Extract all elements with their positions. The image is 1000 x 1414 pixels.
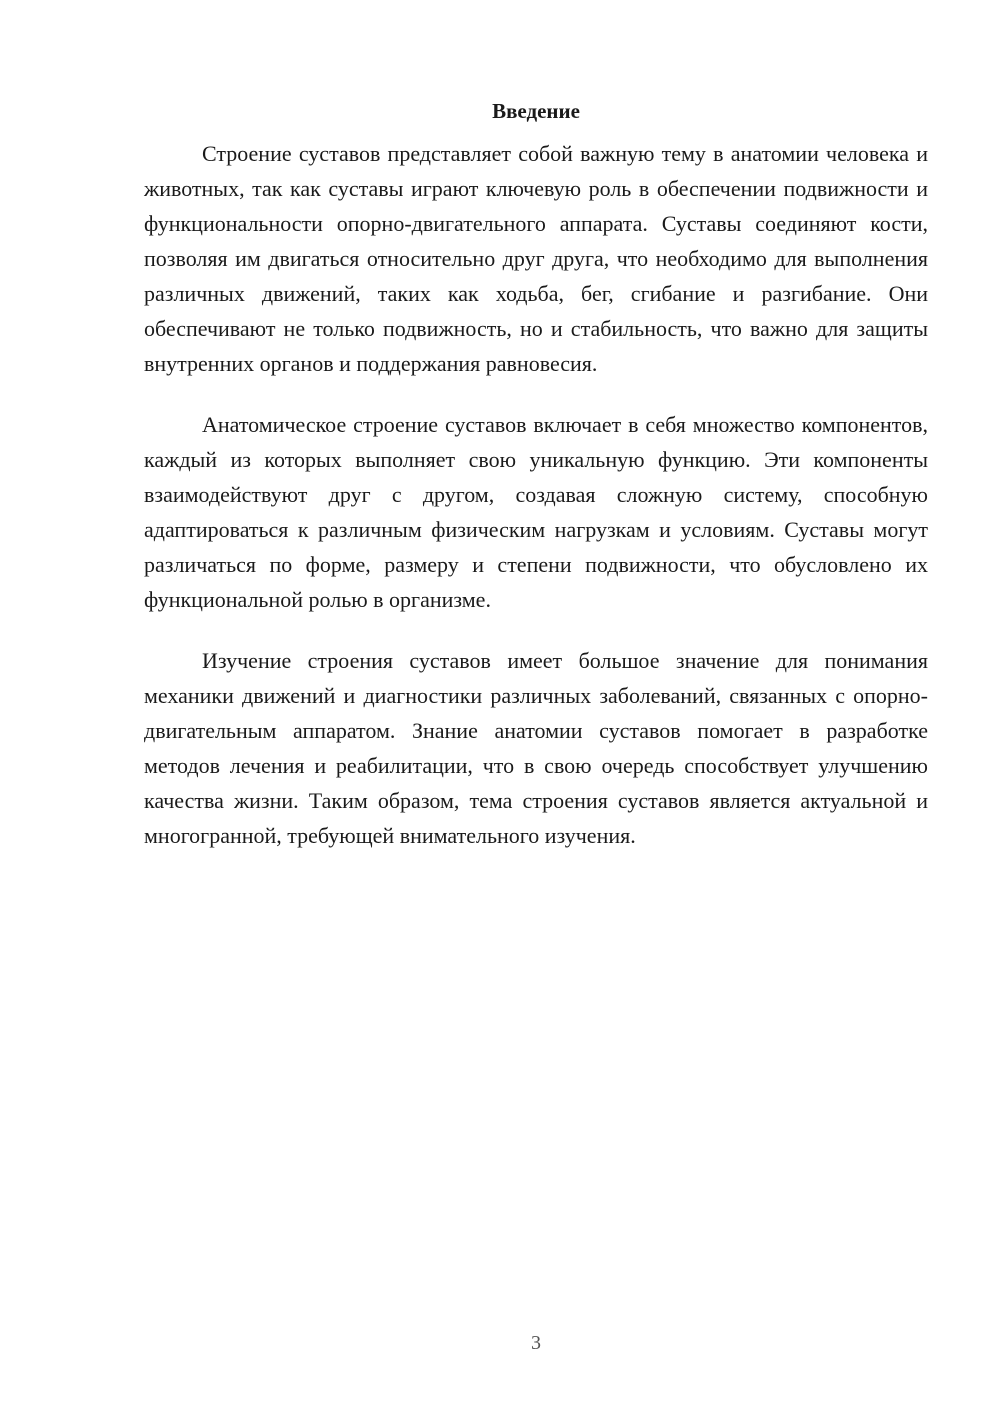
page-content	[144, 95, 928, 879]
paragraph-1: Строение суставов представляет собой важную тему в анатомии человека и животных, так как суставы играют ключевую роль в обеспечении подвижности и функциональности опорно-двигательного аппарата. Суставы соединяют кости, позволяя им двигаться относительно друг друга, что необходимо для выполнения различных движений, таких как ходьба, бег, сгибание и разгибание. Они обеспечивают не только подвижность, но и стабильность, что важно для защиты внутренних органов и поддержания равновесия.	[144, 141, 928, 376]
paragraph-3: Изучение строения суставов имеет большое значение для понимания механики движений и диагностики различных заболеваний, связанных с опорно-двигательным аппаратом. Знание анатомии суставов помогает в разработке методов лечения и реабилитации, что в свою очередь способствует улучшению качества жизни. Таким образом, тема строения суставов является актуальной и многогранной, требующей внимательного изучения.	[144, 648, 928, 848]
paragraph-2: Анатомическое строение суставов включает в себя множество компонентов, каждый из которых выполняет свою уникальную функцию. Эти компоненты взаимодействуют друг с другом, создавая сложную систему, способную адаптироваться к различным физическим нагрузкам и условиям. Суставы могут различаться по форме, размеру и степени подвижности, что обусловлено их функциональной ролью в организме.	[144, 412, 928, 612]
page-number: 3	[531, 1332, 541, 1354]
section-heading: Введение	[492, 99, 580, 123]
